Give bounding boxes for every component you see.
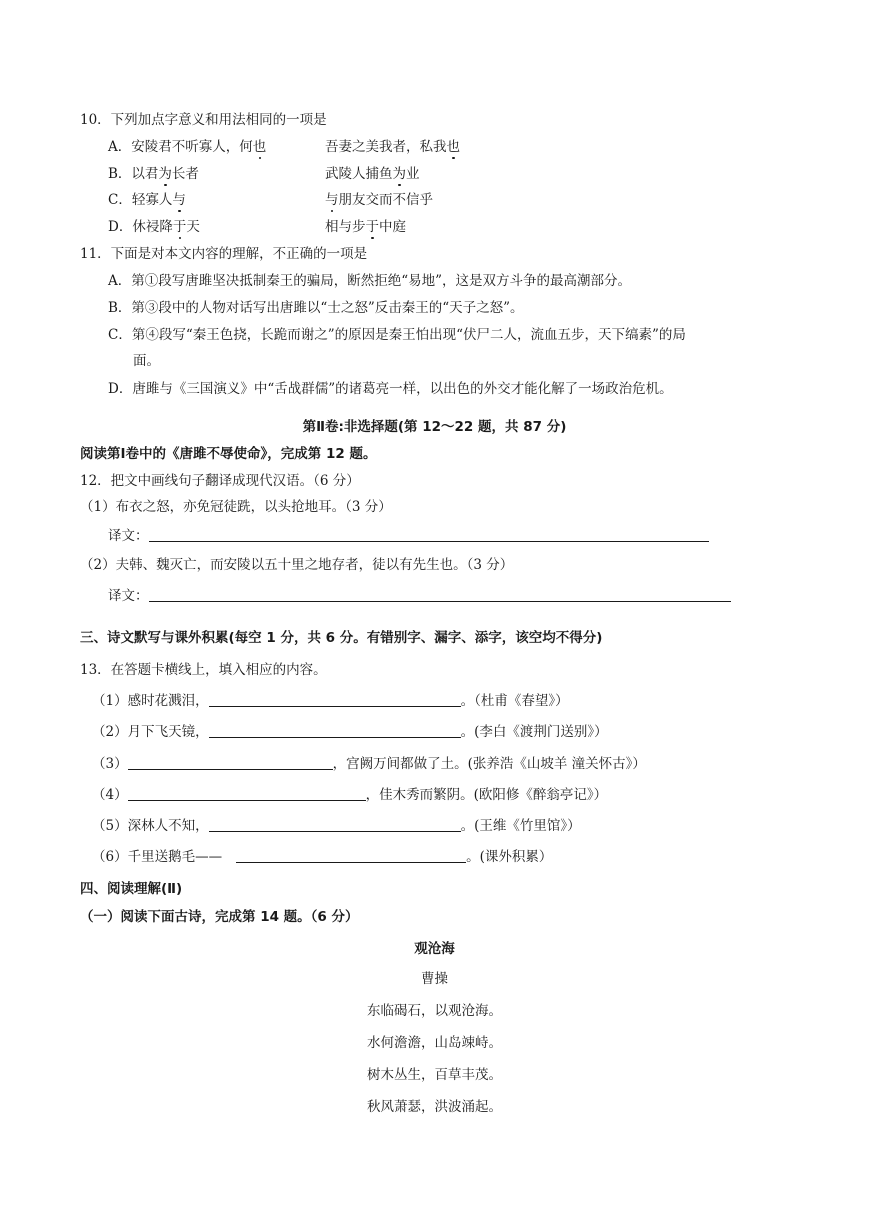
item-suffix: 。（杜甫《春望》） xyxy=(460,693,569,709)
part2-instruction: 阅读第Ⅰ卷中的《唐雎不辱使命》，完成第 12 题。 xyxy=(80,446,377,462)
q10-option-b xyxy=(108,165,420,183)
poem-author: 曹操 xyxy=(421,971,448,987)
option-label: C． xyxy=(108,192,132,208)
option-right-text: 业 xyxy=(406,166,420,182)
item-suffix: 。(课外积累） xyxy=(466,849,553,865)
q12-sentence-2: （2）夫韩、魏灭亡，而安陵以五十里之地存者，徒以有先生也。（3 分） xyxy=(80,557,514,573)
option-left-text: 以君 xyxy=(131,166,159,182)
option-left-text: 休祲降 xyxy=(132,219,173,235)
poem-title: 观沧海 xyxy=(414,941,455,957)
q12-stem: 12．把文中画线句子翻译成现代汉语。（6 分） xyxy=(80,473,360,489)
section3-heading: 三、诗文默写与课外积累(每空 1 分，共 6 分。有错别字、漏字、添字，该空均不得分) xyxy=(80,630,603,646)
section4-heading: 四、阅读理解(Ⅱ) xyxy=(80,881,183,897)
item-prefix: （5）深林人不知， xyxy=(92,818,209,834)
q10-stem: 10．下列加点字意义和用法相同的一项是 xyxy=(80,112,327,128)
q12-answer-line-1 xyxy=(108,527,709,545)
q11-option-c-cont: 面。 xyxy=(133,353,160,369)
option-left-text: 长者 xyxy=(171,166,199,182)
q13-item-1 xyxy=(92,692,569,710)
option-label: B． xyxy=(108,166,132,182)
q12-answer-line-2 xyxy=(108,587,731,605)
q13-item-2 xyxy=(92,723,608,741)
q13-item-3 xyxy=(92,755,646,773)
yiwen-label: 译文： xyxy=(108,588,149,604)
part2-heading: 第Ⅱ卷:非选择题(第 12～22 题，共 87 分) xyxy=(302,419,567,435)
answer-blank[interactable] xyxy=(209,692,461,707)
section4-subheading: （一）阅读下面古诗，完成第 14 题。（6 分） xyxy=(80,909,359,925)
option-label: D． xyxy=(108,219,133,235)
q11-stem: 11．下面是对本文内容的理解，不正确的一项是 xyxy=(80,246,368,262)
dotted-char: 也 xyxy=(252,139,267,155)
option-right-text: 武陵人捕鱼 xyxy=(325,166,393,182)
item-prefix: （1）感时花溅泪， xyxy=(92,693,209,709)
item-suffix: ，宫阙万间都做了土。(张养浩《山坡羊 潼关怀古》） xyxy=(332,756,646,772)
dotted-char: 于 xyxy=(365,219,379,235)
dotted-char: 与 xyxy=(172,192,186,208)
item-prefix: （6）千里送鹅毛—— xyxy=(92,849,223,865)
dotted-char: 为 xyxy=(158,166,172,182)
q11-option-d: D．唐雎与《三国演义》中“舌战群儒”的诸葛亮一样，以出色的外交才能化解了一场政治危机。 xyxy=(108,381,673,397)
dotted-char: 也 xyxy=(446,139,460,155)
item-prefix: （2）月下飞天镜， xyxy=(92,724,209,740)
option-label: A． xyxy=(108,139,132,155)
q11-option-c: C．第④段写“秦王色挠，长跪而谢之”的原因是秦王怕出现“伏尸二人，流血五步，天下缟素”的局 xyxy=(108,327,686,343)
item-suffix: 。(王维《竹里馆》） xyxy=(460,818,581,834)
poem-line: 水何澹澹，山岛竦峙。 xyxy=(367,1035,502,1051)
yiwen-label: 译文： xyxy=(108,528,149,544)
dotted-char: 与 xyxy=(325,192,339,208)
answer-blank[interactable] xyxy=(149,527,709,542)
poem-line: 秋风萧瑟，洪波涌起。 xyxy=(367,1099,502,1115)
q11-option-b: B．第③段中的人物对话写出唐雎以“士之怒”反击秦王的“天子之怒”。 xyxy=(108,300,524,316)
q10-option-d xyxy=(108,218,406,236)
item-suffix: ，佳木秀而繁阴。(欧阳修《醉翁亭记》） xyxy=(365,787,608,803)
option-right-text: 中庭 xyxy=(379,219,406,235)
option-right-text: 朋友交而不信乎 xyxy=(338,192,433,208)
poem-line: 东临碣石，以观沧海。 xyxy=(367,1003,502,1019)
poem-line: 树木丛生，百草丰茂。 xyxy=(367,1067,502,1083)
q10-option-a xyxy=(108,138,460,156)
q13-item-4 xyxy=(92,786,607,804)
item-prefix: （3） xyxy=(92,756,128,772)
option-left-text: 安陵君不听寡人，何 xyxy=(131,139,253,155)
q13-item-6 xyxy=(92,848,552,866)
answer-blank[interactable] xyxy=(209,723,461,738)
answer-blank[interactable] xyxy=(128,755,333,770)
answer-blank[interactable] xyxy=(149,587,731,602)
answer-blank[interactable] xyxy=(236,848,466,863)
item-prefix: （4） xyxy=(92,787,128,803)
dotted-char: 于 xyxy=(172,219,187,235)
dotted-char: 为 xyxy=(392,166,406,182)
option-right-text: 相与步 xyxy=(325,219,366,235)
item-suffix: 。(李白《渡荆门送别》） xyxy=(460,724,608,740)
answer-blank[interactable] xyxy=(209,817,461,832)
q13-stem: 13．在答题卡横线上，填入相应的内容。 xyxy=(80,662,327,678)
option-left-text: 天 xyxy=(186,219,200,235)
option-left-text: 轻寡人 xyxy=(131,192,173,208)
q12-sentence-1: （1）布衣之怒，亦免冠徒跣，以头抢地耳。（3 分） xyxy=(80,499,392,515)
option-right-text: 吾妻之美我者，私我 xyxy=(325,139,447,155)
answer-blank[interactable] xyxy=(128,786,366,801)
q10-option-c xyxy=(108,191,433,209)
q11-option-a: A．第①段写唐雎坚决抵制秦王的骗局，断然拒绝“易地”，这是双方斗争的最高潮部分。 xyxy=(108,273,632,289)
q13-item-5 xyxy=(92,817,581,835)
